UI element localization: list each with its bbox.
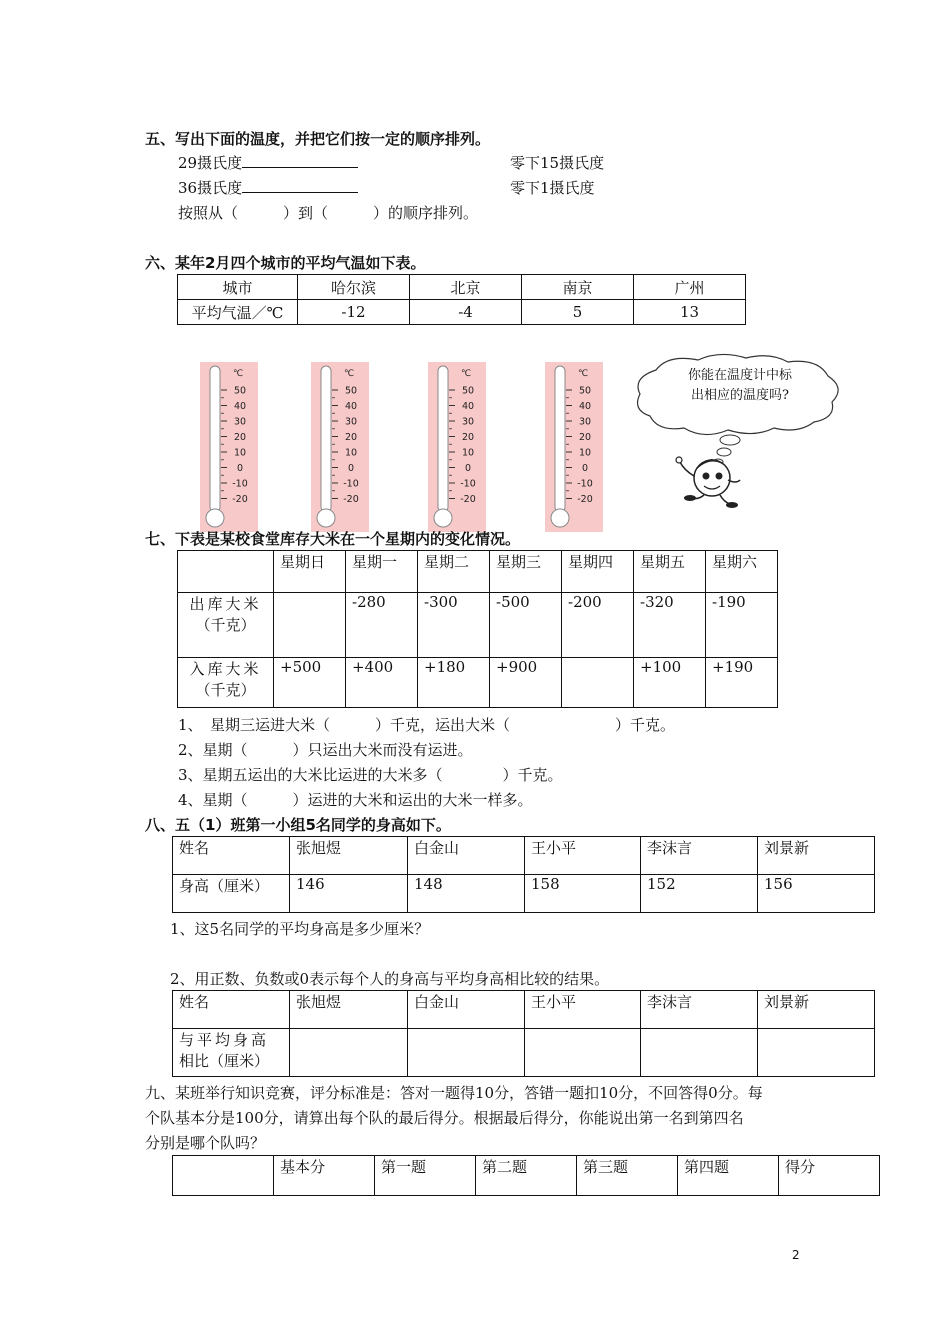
thermometer-tick-label: 50: [233, 385, 247, 397]
table-cell: 156: [758, 875, 875, 913]
question-7-1: 1、 星期三运进大米（ ）千克，运出大米（ ）千克。: [178, 716, 676, 734]
table-header: 北京: [410, 275, 522, 300]
table-header: 南京: [522, 275, 634, 300]
thermometer-tick-label: 20: [344, 432, 358, 443]
answer-cell[interactable]: [408, 1029, 525, 1077]
table-cell: -320: [634, 593, 706, 658]
thermometer-bulb: [206, 509, 224, 527]
thermometer-tick-label: 10: [578, 447, 592, 459]
section7-title: 七、下表是某校食堂库存大米在一个星期内的变化情况。: [145, 530, 521, 548]
thermometer-unit: ℃: [460, 369, 472, 379]
table-header: 第一题: [375, 1156, 476, 1196]
thermometer-scale: [428, 362, 486, 532]
table-cell: -300: [418, 593, 490, 658]
row-label-in: [178, 658, 274, 708]
thermometer-tick-label: 40: [578, 401, 592, 412]
thermometer-tick-label: 50: [461, 385, 475, 397]
question-7-3: 3、星期五运出的大米比运进的大米多（ ）千克。: [178, 766, 563, 784]
thermometer-tick-label: 20: [233, 432, 247, 443]
answer-cell[interactable]: [525, 1029, 641, 1077]
table-header: 广州: [634, 275, 746, 300]
thought-bubble-text: [660, 366, 820, 406]
thermometer-tube: [555, 366, 565, 512]
temp-item-4: 零下1摄氏度: [510, 179, 595, 197]
thermometer-tick-label: 30: [233, 416, 247, 428]
table-header: 姓名: [173, 991, 290, 1029]
table-cell: 158: [525, 875, 641, 913]
thermometer-nanjing[interactable]: [428, 362, 486, 532]
thermometer-tick-label: 40: [461, 401, 475, 412]
rice-inventory-table: [177, 550, 778, 708]
thermometer-tick-label: 0: [347, 463, 355, 474]
table-cell: 146: [290, 875, 408, 913]
table-cell: -200: [562, 593, 634, 658]
height-table: [172, 836, 875, 913]
question-8-2: 2、用正数、负数或0表示每个人的身高与平均身高相比较的结果。: [170, 970, 610, 988]
section9-line3: 分别是哪个队吗？: [145, 1134, 266, 1152]
table-header: 星期日: [274, 551, 346, 593]
row-label-compare-line2: 相比（厘米）: [179, 1052, 270, 1070]
thermometer-beijing[interactable]: [311, 362, 369, 532]
question-7-4: 4、星期（ ）运进的大米和运出的大米一样多。: [178, 791, 533, 809]
table-cell: -190: [706, 593, 778, 658]
thermometer-scale: [311, 362, 369, 532]
table-header: 刘景新: [758, 837, 875, 875]
table-cell: 152: [641, 875, 758, 913]
thermometer-tube: [438, 366, 448, 512]
table-cell: +900: [490, 658, 562, 708]
table-header: 第三题: [577, 1156, 678, 1196]
thermometer-tube: [321, 366, 331, 512]
table-header: 星期五: [634, 551, 706, 593]
thermometer-tick-label: 30: [344, 416, 358, 428]
thermometer-tick-label: 50: [344, 385, 358, 397]
table-header: 王小平: [525, 837, 641, 875]
thermometer-bulb: [434, 509, 452, 527]
table-cell: 平均气温／℃: [178, 300, 298, 325]
city-temp-table: [177, 274, 746, 325]
table-header: 白金山: [408, 991, 525, 1029]
thermometer-tick-label: 10: [233, 447, 247, 459]
thermometer-tick-label: 50: [578, 385, 592, 397]
answer-cell[interactable]: [758, 1029, 875, 1077]
thermometer-tick-label: 10: [344, 447, 358, 459]
thermometer-tick-label: 40: [233, 401, 247, 412]
thermometer-tick-label: -20: [232, 494, 248, 505]
table-header: 王小平: [525, 991, 641, 1029]
thermometer-tick-label: 20: [578, 432, 592, 443]
table-header: 城市: [178, 275, 298, 300]
table-header: 张旭煜: [290, 837, 408, 875]
section9-line1: 九、某班举行知识竞赛，评分标准是：答对一题得10分，答错一题扣10分，不回答得0分。每: [145, 1084, 763, 1102]
thermometer-guangzhou[interactable]: [545, 362, 603, 532]
thermometer-unit: ℃: [343, 369, 355, 379]
table-cell[interactable]: [274, 593, 346, 658]
temp-item-2: 36摄氏度: [178, 177, 358, 198]
bubble-line-2: 出相应的温度吗?: [691, 388, 789, 403]
table-header: 白金山: [408, 837, 525, 875]
row-label-out-line2: （千克）: [195, 616, 256, 634]
answer-blank-2[interactable]: [242, 177, 358, 193]
section5-title: 五、写出下面的温度，并把它们按一定的顺序排列。: [145, 130, 491, 148]
table-header: 第四题: [678, 1156, 779, 1196]
thermometer-tick-label: 20: [461, 432, 475, 443]
thermometer-tick-label: -10: [460, 478, 476, 490]
table-cell: +400: [346, 658, 418, 708]
row-label-in-line2: （千克）: [195, 681, 256, 699]
table-cell: -500: [490, 593, 562, 658]
row-label-out: [178, 593, 274, 658]
thermometer-tick-label: 40: [344, 401, 358, 412]
table-header: 星期四: [562, 551, 634, 593]
thermometer-tick-label: 0: [236, 463, 244, 474]
section8-title: 八、五（1）班第一小组5名同学的身高如下。: [145, 816, 451, 834]
thermometer-tick-label: -10: [343, 478, 359, 490]
thermometer-tick-label: -20: [577, 494, 593, 505]
thermometer-unit: ℃: [232, 369, 244, 379]
table-header: 姓名: [173, 837, 290, 875]
thermometer-tick-label: -10: [577, 478, 593, 490]
table-header: 星期二: [418, 551, 490, 593]
table-header: 星期三: [490, 551, 562, 593]
table-cell: -4: [410, 300, 522, 325]
thermometer-harbin[interactable]: [200, 362, 258, 532]
thermometer-bulb: [551, 509, 569, 527]
thermometer-scale: [545, 362, 603, 532]
thermometer-tick-label: -20: [343, 494, 359, 505]
thermometer-tick-label: 0: [464, 463, 472, 474]
thermometer-tick-label: 30: [578, 416, 592, 428]
row-label-out-line1: 出库大米: [189, 595, 262, 613]
table-cell: +180: [418, 658, 490, 708]
table-cell: -280: [346, 593, 418, 658]
table-cell: +500: [274, 658, 346, 708]
table-cell: +100: [634, 658, 706, 708]
table-header: 第二题: [476, 1156, 577, 1196]
table-header: [173, 1156, 274, 1196]
temp-item-3: 零下15摄氏度: [510, 154, 605, 172]
table-header: [178, 551, 274, 593]
thermometer-scale: [200, 362, 258, 532]
thermometer-tick-label: -20: [460, 494, 476, 505]
table-header: 李沫言: [641, 837, 758, 875]
thermometer-tick-label: 30: [461, 416, 475, 428]
table-cell: 身高（厘米）: [173, 875, 290, 913]
section6-title: 六、某年2月四个城市的平均气温如下表。: [145, 254, 426, 272]
order-sentence: 按照从（ ）到（ ）的顺序排列。: [178, 204, 479, 222]
table-header: 刘景新: [758, 991, 875, 1029]
table-header: 张旭煜: [290, 991, 408, 1029]
thermometer-unit: ℃: [577, 369, 589, 379]
answer-cell[interactable]: [290, 1029, 408, 1077]
row-label-compare-line1: 与平均身高: [179, 1031, 270, 1049]
table-cell: +190: [706, 658, 778, 708]
table-cell: 5: [522, 300, 634, 325]
table-header: 基本分: [274, 1156, 375, 1196]
question-7-2: 2、星期（ ）只运出大米而没有运进。: [178, 741, 473, 759]
thermometer-tick-label: 0: [581, 463, 589, 474]
page-number: 2: [792, 1248, 800, 1262]
answer-cell[interactable]: [641, 1029, 758, 1077]
table-header: 李沫言: [641, 991, 758, 1029]
table-header: 星期六: [706, 551, 778, 593]
question-8-1: 1、这5名同学的平均身高是多少厘米？: [170, 920, 430, 938]
table-cell: 148: [408, 875, 525, 913]
table-cell[interactable]: [562, 658, 634, 708]
table-header: 星期一: [346, 551, 418, 593]
table-cell: 13: [634, 300, 746, 325]
thermometer-tick-label: 10: [461, 447, 475, 459]
table-cell: -12: [298, 300, 410, 325]
table-header: 得分: [779, 1156, 880, 1196]
row-label-in-line1: 入库大米: [189, 660, 262, 678]
height-comparison-table: [172, 990, 875, 1077]
bubble-line-1: 你能在温度计中标: [687, 368, 792, 383]
row-label-compare: [173, 1029, 290, 1077]
table-header: 哈尔滨: [298, 275, 410, 300]
answer-blank-1[interactable]: [242, 152, 358, 168]
thermometer-tube: [210, 366, 220, 512]
quiz-score-table: [172, 1155, 880, 1196]
thermometer-bulb: [317, 509, 335, 527]
section9-line2: 个队基本分是100分，请算出每个队的最后得分。根据最后得分，你能说出第一名到第四名: [145, 1109, 744, 1127]
thermometer-tick-label: -10: [232, 478, 248, 490]
temp-item-1: 29摄氏度: [178, 152, 358, 173]
